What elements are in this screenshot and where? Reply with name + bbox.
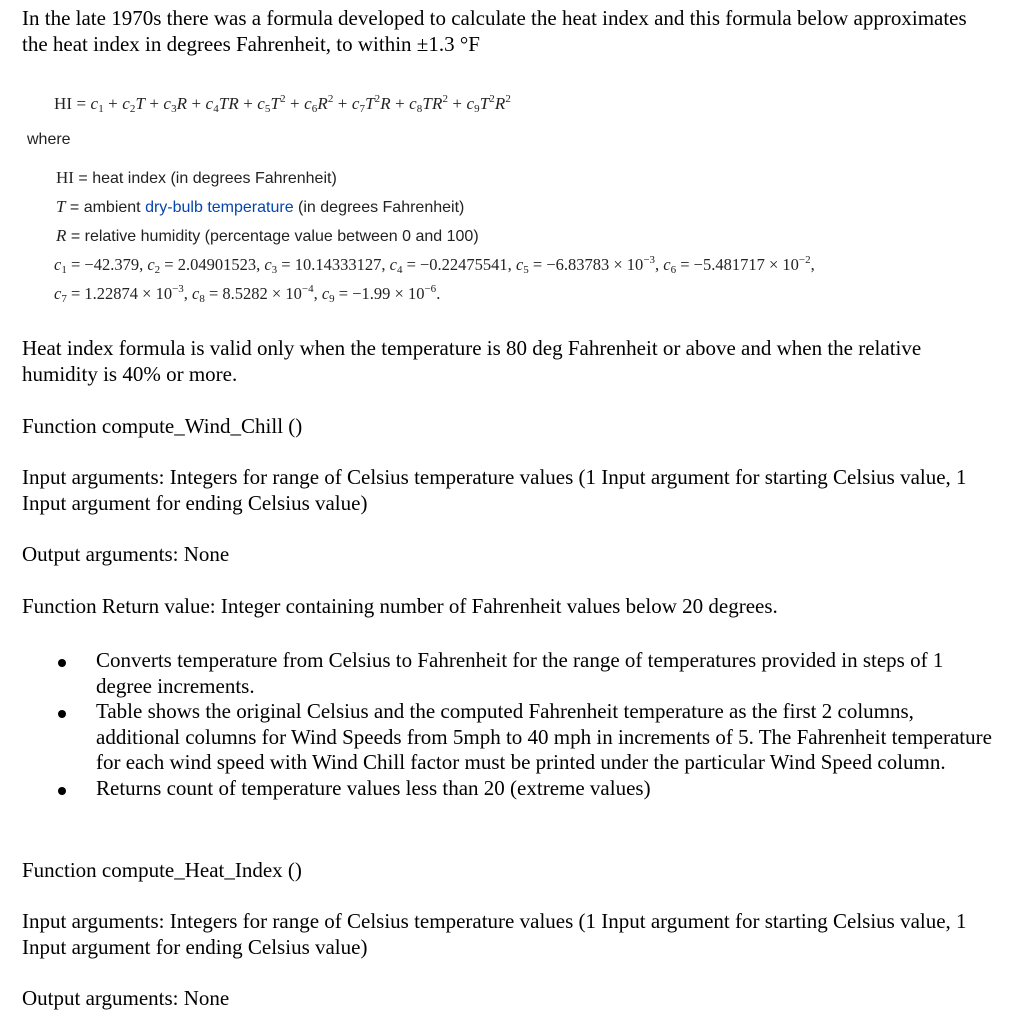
list-item: Returns count of temperature values less than 20 (extreme values) [22,776,997,802]
list-item: Converts temperature from Celsius to Fahrenheit for the range of temperatures provided in steps of 1 degree increments. [22,648,997,699]
bullet-icon [58,787,66,795]
definition-hi [56,168,337,188]
symbol-hi: HI [56,168,74,187]
heat-index-formula: HI = $c_1 + c_2T + c_3R + c_4TR + c_5T^2 + c_6R^2 + c_7T^2R + c_8TR^2 + c_9T^2R^2$ [54,93,511,115]
wind-chill-inputs: Input arguments: Integers for range of Celsius temperature values (1 Input argument for starting Celsius value, 1 Input argument for ending Celsius value) [22,465,967,515]
heat-index-outputs: Output arguments: None [22,986,230,1010]
coefficients-line-1: $c_1 = -42.379$, $c_2 = 2.04901523$, $c_3 = 10.14333127$, $c_4 = -0.22475541$, $c_5 = -6.83783 \times 10^{-3}$, $c_6 = -5.481717 \times 10^{-2}$, [54,254,815,276]
definition-hi-text: = heat index (in degrees Fahrenheit) [73,170,337,187]
definition-t-after: (in degrees Fahrenheit) [293,199,465,216]
intro-paragraph [22,6,997,57]
wind-chill-bullet-list [22,648,997,801]
wind-chill-title: Function compute_Wind_Chill () [22,414,303,438]
dry-bulb-temperature-link[interactable]: dry-bulb temperature [145,199,294,216]
symbol-t: T [56,197,66,216]
definition-r-text: = relative humidity (percentage value between 0 and 100) [66,228,479,245]
definition-t-before: = ambient [65,199,146,216]
heat-index-inputs: Input arguments: Integers for range of Celsius temperature values (1 Input argument for starting Celsius value, 1 Input argument for ending Celsius value) [22,909,967,959]
validity-note: Heat index formula is valid only when the temperature is 80 deg Fahrenheit or above and when the relative humidity is 40% or more. [22,336,922,386]
bullet-icon [58,659,66,667]
definition-t [56,197,464,217]
wind-chill-outputs: Output arguments: None [22,542,230,566]
definition-r [56,226,479,246]
heat-index-title: Function compute_Heat_Index () [22,858,302,882]
wind-chill-return: Function Return value: Integer containing number of Fahrenheit values below 20 degrees. [22,594,778,618]
bullet-icon [58,710,66,718]
coefficients-line-2: $c_7 = 1.22874 \times 10^{-3}$, $c_8 = 8.5282 \times 10^{-4}$, $c_9 = -1.99 \times 10^{-6}$. [54,283,441,305]
symbol-r: R [56,226,67,245]
where-label: where [27,131,71,148]
intro-text: In the late 1970s there was a formula developed to calculate the heat index and this formula below approximates the heat index in degrees Fahrenheit, to within ±1.3 °F [22,6,967,56]
list-item: Table shows the original Celsius and the computed Fahrenheit temperature as the first 2 columns, additional columns for Wind Speeds from 5mph to 40 mph in increments of 5. The Fahrenheit temperature for each wind speed with Wind Chill factor must be printed under the particular Wind Speed column. [22,699,997,776]
